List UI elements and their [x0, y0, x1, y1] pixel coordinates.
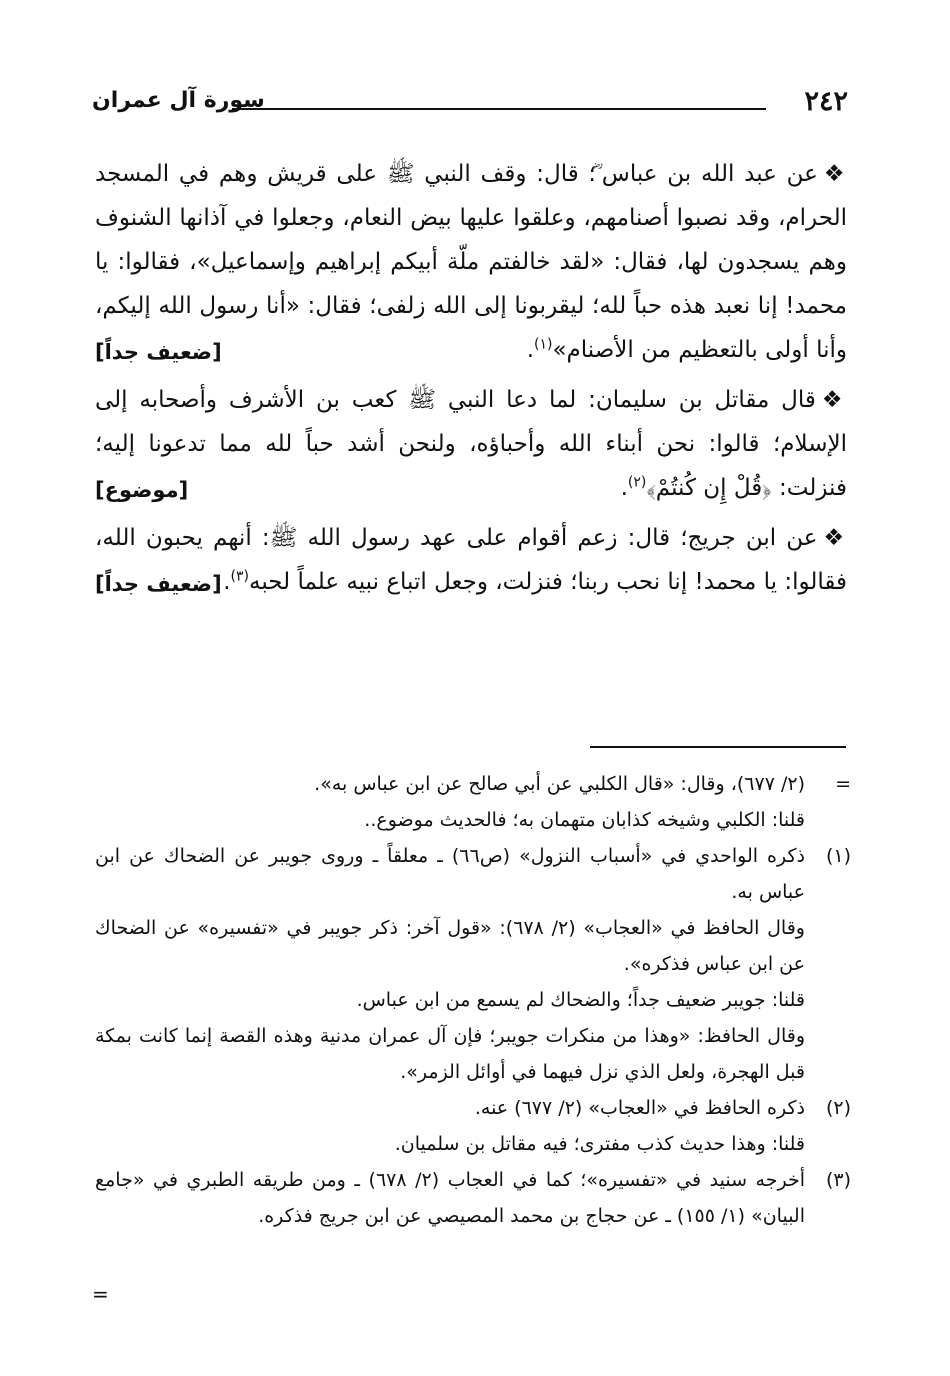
- continuation-mark: =: [92, 1282, 109, 1306]
- footnote-text: أخرجه سنيد في «تفسيره»؛ كما في العجاب (٢/ ٦٧٨) ـ ومن طريقه الطبري في «جامع البيان» (١/ ١٥٥) ـ عن حجاج بن محمد المصيصي عن ابن جريج فذكره.: [95, 1169, 805, 1227]
- footnote-mark: (٢): [825, 1097, 851, 1119]
- main-text: [95, 152, 847, 610]
- footnote-text: قلنا: وهذا حديث كذب مفترى؛ فيه مقاتل بن سلميان.: [394, 1133, 805, 1155]
- surah-title: سورة آل عمران: [92, 88, 265, 113]
- paragraph-text: عن ابن جريج؛ قال: زعم أقوام على عهد رسول الله ﷺ: أنهم يحبون الله، فقالوا: يا محمد! إنا نحب ربنا؛ فنزلت، وجعل اتباع نبيه علماً لحبه: [95, 525, 847, 595]
- paragraph-text: قال مقاتل بن سليمان: لما دعا النبي ﷺ كعب بن الأشرف وأصحابه إلى الإسلام؛ قالوا: نحن أبناء الله وأحباؤه، ولنحن أشد حباً لله مما تدعونا إليه؛ فنزلت: ﴿قُلْ إِن كُنتُمْ﴾: [95, 387, 847, 501]
- footnote-text: قلنا: جويبر ضعيف جداً؛ والضحاك لم يسمع من ابن عباس.: [356, 989, 805, 1011]
- bullet-icon: ❖: [821, 387, 847, 413]
- footnote-text: وقال الحافظ: «وهذا من منكرات جويبر؛ فإن آل عمران مدنية وهذه القصة إنما كانت بمكة قبل الهجرة، ولعل الذي نزل فيهما في أوائل الزمر».: [95, 1025, 805, 1083]
- paragraph-1: ❖عن عبد الله بن عباس ؓ؛ قال: وقف النبي ﷺ على قريش وهم في المسجد الحرام، وقد نصبوا أصنامهم، وعلقوا عليها بيض النعام، وجعلوا في آذانها الشنوف وهم يسجدون لها، فقال: «لقد خالفتم ملّة أبيكم إبراهيم وإسماعيل»، فقالوا: يا محمد! إنا نعبد هذه حباً لله؛ ليقربونا إلى الله زلفى؛ فقال: «أنا رسول الله إليكم، وأنا أولى بالتعظيم من الأصنام»$^{(١)}$. [ضعيف جداً]: [95, 152, 847, 372]
- footnote-ref[interactable]: (١): [534, 336, 553, 353]
- paragraph-3: ❖عن ابن جريج؛ قال: زعم أقوام على عهد رسول الله ﷺ: أنهم يحبون الله، فقالوا: يا محمد! إنا نحب ربنا؛ فنزلت، وجعل اتباع نبيه علماً لحبه$^{(٣)}$. [ضعيف جداً]: [95, 516, 847, 604]
- bullet-icon: ❖: [823, 525, 847, 551]
- footnote-mark: (١): [825, 845, 851, 867]
- footnote-mark: =: [835, 773, 851, 795]
- page-number: ٢٤٢: [804, 86, 848, 117]
- paragraph-2: ❖قال مقاتل بن سليمان: لما دعا النبي ﷺ كعب بن الأشرف وأصحابه إلى الإسلام؛ قالوا: نحن أبناء الله وأحباؤه، ولنحن أشد حباً لله مما تدعونا إليه؛ فنزلت: ﴿قُلْ إِن كُنتُمْ﴾$^{(٢)}$. [موضوع]: [95, 378, 847, 510]
- footnote-text: ذكره الواحدي في «أسباب النزول» (ص٦٦) ـ معلقاً ـ وروى جويبر عن الضحاك عن ابن عباس به.: [95, 845, 805, 903]
- footnote-continued: [95, 766, 851, 838]
- footnote-ref[interactable]: (٢): [627, 474, 647, 491]
- page-header: [92, 86, 848, 130]
- paragraph-text: عن عبد الله بن عباس ؓ؛ قال: وقف النبي ﷺ على قريش وهم في المسجد الحرام، وقد نصبوا أصنامهم، وعلقوا عليها بيض النعام، وجعلوا في آذانها الشنوف وهم يسجدون لها، فقال: «لقد خالفتم ملّة أبيكم إبراهيم وإسماعيل»، فقالوا: يا محمد! إنا نعبد هذه حباً لله؛ ليقربونا إلى الله زلفى؛ فقال: «أنا رسول الله إليكم، وأنا أولى بالتعظيم من الأصنام»: [95, 161, 847, 363]
- bullet-icon: ❖: [823, 161, 848, 187]
- grade-label: [ضعيف جداً]: [95, 340, 222, 364]
- footnote-2: [95, 1090, 851, 1162]
- footnote-1: [95, 838, 851, 1090]
- footnotes: [95, 766, 851, 1234]
- footnote-text: (٢/ ٦٧٧)، وقال: «قال الكلبي عن أبي صالح عن ابن عباس به».: [314, 773, 805, 795]
- grade-label: [موضوع]: [95, 478, 189, 502]
- footnote-3: [95, 1162, 851, 1234]
- grade-label: [ضعيف جداً]: [95, 572, 222, 596]
- footnote-text: ذكره الحافظ في «العجاب» (٢/ ٦٧٧) عنه.: [474, 1097, 805, 1119]
- footnote-text: وقال الحافظ في «العجاب» (٢/ ٦٧٨): «قول آخر: ذكر جويبر في «تفسيره» عن الضحاك عن ابن عباس فذكره».: [95, 917, 805, 975]
- footnote-text: قلنا: الكلبي وشيخه كذابان متهمان به؛ فالحديث موضوع..: [364, 809, 805, 831]
- header-rule: [232, 108, 766, 110]
- footnote-divider: [590, 746, 846, 748]
- footnote-ref[interactable]: (٣): [230, 568, 250, 585]
- footnote-mark: (٣): [825, 1169, 851, 1191]
